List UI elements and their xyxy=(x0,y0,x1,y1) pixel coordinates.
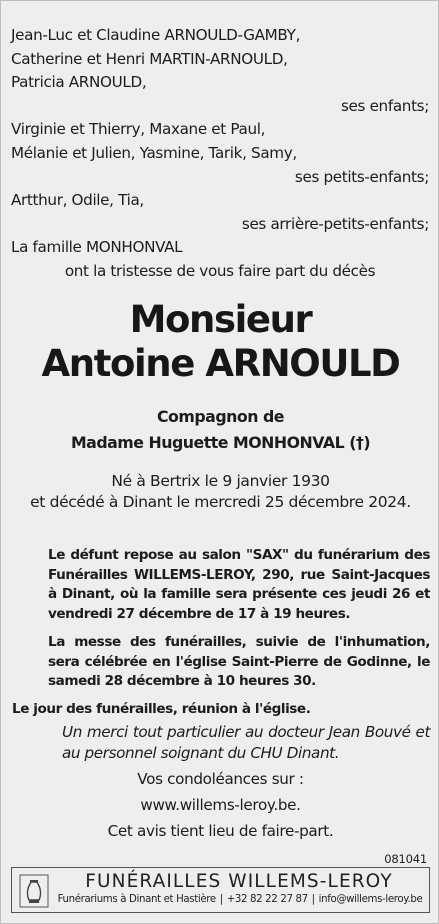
family-relation: ses petits-enfants; xyxy=(294,167,429,186)
family-line: Catherine et Henri MARTIN-ARNOULD, xyxy=(11,49,288,68)
family-line: Patricia ARNOULD, xyxy=(11,73,147,92)
family-relation: ses arrière-petits-enfants; xyxy=(241,214,429,233)
separator: | xyxy=(311,894,315,905)
reunion-notice xyxy=(12,700,430,720)
companion-label: Compagnon de xyxy=(156,407,285,426)
funeral-home-footer xyxy=(11,867,430,913)
repose-text: Le défunt repose au salon "SAX" du funérarium des Funérailles WILLEMS-LEROY, 290, rue Saint-Jacques à Dinant, où la famille sera présente ces jeudi 26 et vendredi 27 décembre de 17 à 19 heures. xyxy=(48,547,430,622)
closing-line: Cet avis tient lieu de faire-part. xyxy=(107,822,334,840)
reunion-text: Le jour des funérailles, réunion à l'église. xyxy=(12,701,311,717)
funeral-mass-notice xyxy=(12,633,430,692)
condolences-label: Vos condoléances sur : xyxy=(137,770,304,788)
funeral-home-phone[interactable]: +32 82 22 27 87 xyxy=(226,894,308,905)
funeral-home-email[interactable]: info@willems-leroy.be xyxy=(318,894,423,905)
funeral-home-brand: FUNÉRAILLES WILLEMS-LEROY xyxy=(85,871,393,892)
companion-name: Madame Huguette MONHONVAL (†) xyxy=(70,433,371,452)
funeral-mass-text: La messe des funérailles, suivie de l'inhumation, sera célébrée en l'église Saint-Pierre de Godinne, le samedi 28 décembre à 10 heures 30. xyxy=(48,634,430,690)
family-line: Jean-Luc et Claudine ARNOULD-GAMBY, xyxy=(11,26,301,44)
funeral-home-locations: Funérariums à Dinant et Hastière xyxy=(57,894,216,905)
family-line: La famille MONHONVAL xyxy=(11,238,183,257)
family-line: Artthur, Odile, Tia, xyxy=(11,191,144,210)
birth-date: Né à Bertrix le 9 janvier 1930 xyxy=(111,472,330,490)
thanks-text: Un merci tout particulier au docteur Jean Bouvé et au personnel soignant du CHU Dinant. xyxy=(62,723,430,762)
urn-icon xyxy=(19,874,49,908)
family-list xyxy=(11,24,429,284)
announcement-line: ont la tristesse de vous faire part du décès xyxy=(64,261,376,280)
thanks-notice xyxy=(12,722,430,763)
deceased-title: Monsieur xyxy=(129,298,312,341)
reference-number: 081041 xyxy=(384,852,427,866)
condolences-url[interactable]: www.willems-leroy.be. xyxy=(140,796,301,814)
funeral-home-contact xyxy=(54,894,426,905)
repose-notice xyxy=(12,546,430,624)
deceased-name: Antoine ARNOULD xyxy=(41,342,400,385)
death-date: et décédé à Dinant le mercredi 25 décembre 2024. xyxy=(30,493,411,511)
family-line: Mélanie et Julien, Yasmine, Tarik, Samy, xyxy=(11,143,297,162)
family-relation: ses enfants; xyxy=(340,96,429,115)
separator: | xyxy=(219,894,223,905)
family-line: Virginie et Thierry, Maxane et Paul, xyxy=(11,120,266,139)
